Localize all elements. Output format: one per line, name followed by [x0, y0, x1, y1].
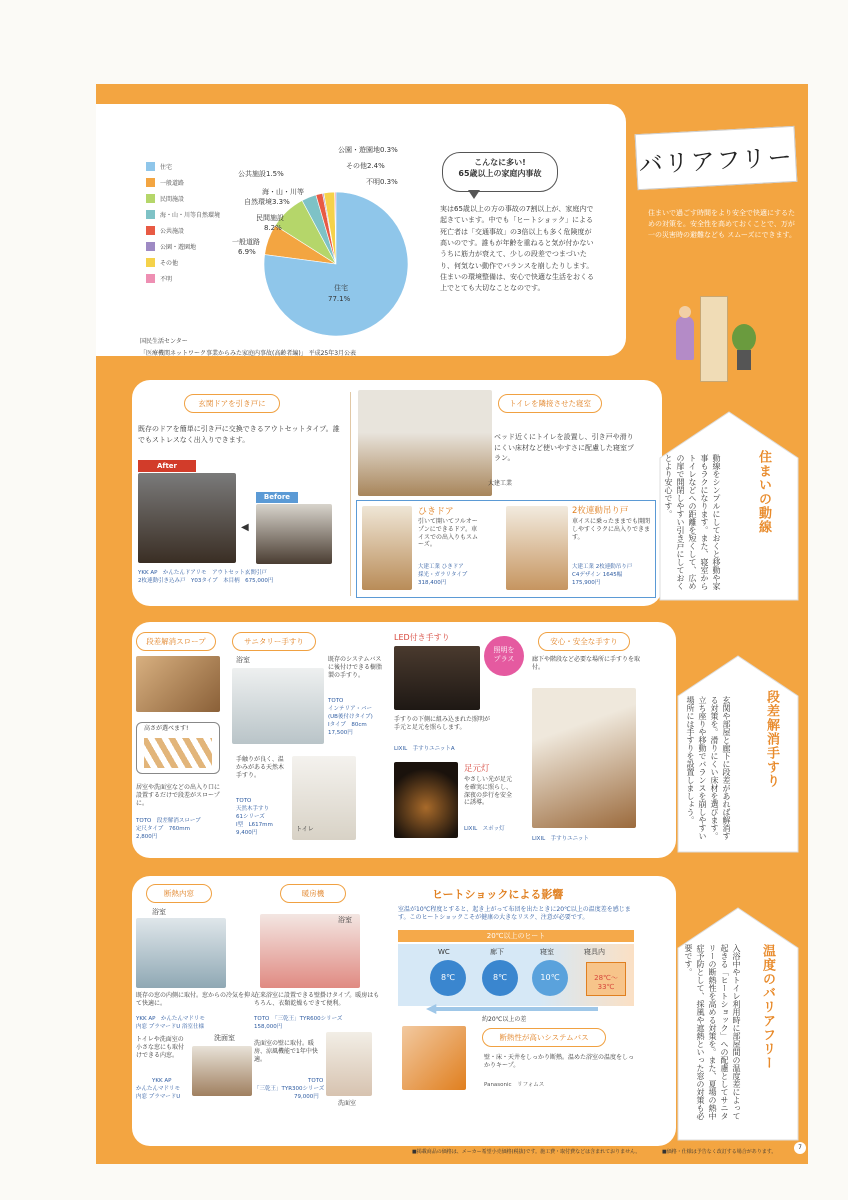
page-sheet [96, 84, 808, 1164]
led-badge-1: 照明を [493, 646, 515, 654]
dousen-text: 動線をシンプルにしておくと移動や家事もラクになります。また、寝室からトイレなどへの距離を短くして、広めの扉で開閉しやすい引き戸にしておくとより安心です。 [664, 454, 721, 590]
temperature-title: 温度のバリアフリー [760, 944, 775, 1070]
bath-cap-1: TOTO [328, 698, 344, 704]
legend-swatch [146, 210, 155, 219]
slope-cap-1: TOTO 段差解消スロープ [136, 818, 201, 824]
section-step [132, 622, 676, 858]
label-road-1: 一般道路 [232, 238, 260, 246]
legend-label: 一般道路 [160, 179, 185, 187]
pill-slope: 段差解消スロープ [136, 632, 216, 651]
bath-label: 浴室 [236, 656, 250, 664]
foot-photo [394, 762, 458, 838]
legend-item [146, 206, 220, 222]
wood-cap-2: 天然木手すり [236, 806, 270, 812]
twin-cap-3: 175,900円 [572, 580, 601, 586]
label-private-2: 8.2% [264, 224, 282, 232]
slope-cap-3: 2,800円 [136, 834, 158, 840]
person-illustration [676, 316, 694, 360]
pill-sysbath: 断熱性が高いシステムバス [482, 1028, 606, 1047]
legend-swatch [146, 194, 155, 203]
door-caption-1: YKK AP かんたんドアリモ アウトセット玄関引戸 [138, 570, 267, 576]
legend-item [146, 222, 220, 238]
window-photo [136, 918, 226, 988]
hiki-cap-2: 採光・ガラリタイプ [418, 572, 468, 578]
legend-swatch [146, 162, 155, 171]
legend-item [146, 190, 220, 206]
bath-text: 既存のシステムバスに後付けできる樹脂製の手すり。 [328, 656, 383, 679]
heater-text: 在来浴室に設置できる壁掛けタイプ。暖房はもちろん、衣類乾燥もできて便利。 [254, 992, 380, 1007]
hiki-cap-3: 318,400円 [418, 580, 447, 586]
heater2-cap-3: 79,000円 [294, 1094, 319, 1100]
before-badge: Before [256, 492, 298, 503]
room-bed: 寝室 [540, 948, 554, 956]
slope-text: 居室や洗面室などの出入り口に設置するだけで段差がスロープに。 [136, 784, 221, 807]
label-other: その他2.4% [346, 162, 385, 170]
heat-shock-title: ヒートショックによる影響 [432, 888, 564, 901]
wash-cap-2: かんたんマドリモ [136, 1086, 181, 1092]
pill-safe: 安心・安全な手すり [538, 632, 630, 651]
label-park: 公園・遊園地0.3% [338, 146, 398, 154]
chart-legend [146, 158, 220, 286]
door-text: 既存のドアを簡単に引き戸に交換できるアウトセットタイプ。誰でもストレスなく出入りできます。 [138, 425, 340, 444]
speech-bubble [442, 152, 558, 192]
hiki-text: 引いて開いてフルオープンにできるドア。車イスでの出入りもスムーズ。 [418, 518, 478, 549]
bedroom-photo [358, 390, 492, 496]
sysbath-cap: Panasonic リフォムス [484, 1082, 545, 1088]
legend-label: 不明 [160, 275, 173, 283]
temp-wc: 8℃ [430, 960, 466, 996]
plant-illustration [732, 324, 756, 352]
person-head [679, 306, 691, 318]
label-home-2: 77.1% [328, 295, 351, 303]
heater2-cap-1: TOTO [308, 1078, 324, 1084]
step-title: 段差解消手すり [764, 690, 779, 788]
wash-text: トイレや洗面室の小さな窓にも取付けできる内窓。 [136, 1036, 185, 1059]
bubble-line-1: こんなに多い! [474, 158, 526, 167]
label-private-1: 民間施設 [256, 214, 284, 222]
slope-samples [144, 738, 212, 768]
led-cap: LIXIL 手すりユニットA [394, 746, 455, 752]
bath-cap-3: (UB後付けタイプ) [328, 714, 373, 720]
led-title: LED付き手すり [394, 633, 450, 642]
arrow-left-icon: ◀ [241, 522, 249, 533]
step-text: 玄関や部屋と廊下に段差があれば解消する対策を。滑りにくい床材を選びます。立ち座りや移動でバランスを崩しやすい場所には手すりを設置しましょう。 [686, 696, 731, 840]
legend-label: 公共施設 [160, 227, 185, 235]
wash-cap-3: 内窓 プラマードU [136, 1094, 181, 1100]
barrier-title-box [635, 126, 798, 190]
window-cap-1: YKK AP かんたんマドリモ [136, 1016, 205, 1022]
heater-cap-2: 158,000円 [254, 1024, 283, 1030]
foot-cap: LIXIL スポッ灯 [464, 826, 505, 832]
heater-cap-1: TOTO 「三乾王」TYR600シリーズ [254, 1016, 343, 1022]
legend-swatch [146, 178, 155, 187]
label-home-1: 住宅 [334, 284, 348, 292]
wood-cap-3: 61シリーズ [236, 814, 265, 820]
hiki-photo [362, 506, 412, 590]
led-text: 手すりの下側に組み込まれた照明が手元と足元を照らします。 [394, 716, 491, 731]
wash-photo [192, 1046, 252, 1096]
label-nature-1: 海・山・川等 [262, 188, 304, 196]
dousen-title: 住まいの動線 [756, 450, 771, 534]
legend-swatch [146, 242, 155, 251]
wash-label: 洗面室 [214, 1034, 235, 1042]
source-line-1: 国民生活センター [140, 338, 188, 345]
temp-hall: 8℃ [482, 960, 518, 996]
legend-swatch [146, 226, 155, 235]
legend-label: 公園・遊園地 [160, 243, 197, 251]
legend-item [146, 158, 220, 174]
wood-cap-4: Ⅰ型 L617mm [236, 822, 273, 828]
heat-shock-text: 室温が10℃程度とすると、起き上がって布団を出たときに20℃以上の温度差を感じます。このヒートショックこそが健康の大きなリスク、注意が必要です。 [398, 906, 631, 921]
pill-window: 断熱内窓 [146, 884, 212, 903]
legend-label: 民間施設 [160, 195, 185, 203]
hiki-title: ひきドア [418, 507, 454, 517]
intro-text: 実は65歳以上の方の事故の7割以上が、家庭内で起きています。中でも「ヒートショック」による死亡者は「交通事故」の3倍以上も多く危険度が高いのです。誰もが年齢を重ねると気が付かないうちに筋力が衰えて、少しの段差でつまづいたり、何気ない動作でバランスを崩したりします。住まいの環境整備は、安心で快適な生活をおくる上でとても大切なことなのです。 [440, 205, 594, 293]
plant-pot [737, 350, 751, 370]
room-bedding: 寝具内 [584, 948, 605, 956]
label-public: 公共施設1.5% [238, 170, 284, 178]
wood-cap-5: 9,400円 [236, 830, 258, 836]
heater2-cap-2: 「三乾王」TYR300シリーズ [254, 1086, 325, 1092]
legend-label: 住宅 [160, 163, 173, 171]
legend-item [146, 254, 220, 270]
divider [350, 392, 351, 596]
wood-text: 手触りが良く、温かみがある天然木手すり。 [236, 756, 285, 779]
after-badge: After [138, 460, 196, 472]
legend-label: 海・山・川等自然環境 [160, 211, 221, 219]
safe-cap: LIXIL 手すりユニット [532, 836, 589, 842]
bubble-line-2: 65歳以上の家庭内事故 [458, 168, 542, 178]
hiki-cap-1: 大建工業 ひきドア [418, 564, 464, 570]
led-badge [484, 636, 524, 676]
bath-cap-4: Ⅰタイプ 80cm [328, 722, 367, 728]
heater-photo [260, 914, 360, 988]
after-photo [138, 473, 236, 563]
safe-text: 廊下や階段など必要な場所に手すりを取付。 [532, 656, 641, 671]
bath-cap-2: インテリア・バー [328, 706, 373, 712]
window-cap-2: 内窓 プラマードU 浴室仕様 [136, 1024, 205, 1030]
heater2-text: 洗面室の壁に取付。暖房、涼風機能で1年中快適。 [254, 1040, 318, 1063]
pill-sanitary: サニタリー手すり [232, 632, 316, 651]
room-wc: WC [438, 948, 450, 956]
wash-cap-1: YKK AP [152, 1078, 172, 1084]
twin-cap-2: C4デザイン 1645幅 [572, 572, 623, 578]
temp-bedding: 28℃〜33℃ [586, 962, 626, 996]
heater-bath-label: 浴室 [338, 916, 352, 924]
label-road-2: 6.9% [238, 248, 256, 256]
led-badge-2: プラス [493, 655, 515, 664]
legend-item [146, 270, 220, 286]
pill-door: 玄関ドアを引き戸に [184, 394, 280, 413]
toilet-label: トイレ [296, 826, 314, 833]
toilet-text: ベッド近くにトイレを設置し、引き戸や滑りにくい床材など使いやすさに配慮した寝室プラン。 [494, 433, 634, 462]
twin-cap-1: 大建工業 2枚連動吊り戸 [572, 564, 633, 570]
sysbath-text: 壁・床・天井をしっかり断熱。温めた浴室の温度をしっかりキープ。 [484, 1054, 635, 1069]
door-illustration [700, 296, 728, 382]
window-bath-label: 浴室 [152, 908, 166, 916]
stairs-photo [532, 688, 636, 828]
bath-photo [232, 668, 324, 744]
section-dousen [132, 380, 662, 606]
height-label: 高さが選べます! [144, 725, 189, 732]
heater2-label: 洗面室 [338, 1100, 357, 1107]
bath-cap-5: 17,500円 [328, 730, 353, 736]
wood-cap-1: TOTO [236, 798, 252, 804]
pill-toilet: トイレを隣接させた寝室 [498, 394, 602, 413]
diff-label: 約20℃以上の差 [482, 1016, 527, 1023]
temperature-text: 入浴中やトイレ利用時に部屋間の温度差によって起きる「ヒートショック」への配慮としてサニタリーの断熱性を高める対策を。また、夏場の熱中症予防として、採風や遮熱といった窓の対策も必要です。 [684, 944, 741, 1120]
barrier-text: 住まいで過ごす時間をより安全で快適にするための対策を。安全性を高めておくことで、万が一の災害時の避難なども スムーズにできます。 [648, 209, 796, 239]
twin-text: 車イスに乗ったままでも開閉しやすくラクに出入りできます。 [572, 518, 651, 541]
legend-swatch [146, 274, 155, 283]
legend-item [146, 174, 220, 190]
foot-text: やさしい光が足元を確実に照らし、深夜の歩行を安全に誘導。 [464, 776, 513, 807]
bubble-tail [468, 190, 480, 199]
source-line-2: 「医療機関ネットワーク事業からみた家庭内事故(高齢者編)」 平成25年3月公表 [140, 350, 357, 357]
daiken-cap: 大建工業 [488, 480, 513, 487]
footer-note-1: ■掲載商品の価格は、メーカー希望小売価格(税抜)です。施工費・取付費などは含まれておりません。 [412, 1149, 641, 1155]
legend-swatch [146, 258, 155, 267]
slope-cap-2: 定尺タイプ 760mm [136, 826, 190, 832]
foot-title: 足元灯 [464, 764, 490, 774]
window-text: 既存の窓の内側に取付。窓からの冷気を抑えて快適に。 [136, 992, 257, 1007]
page-number: 7 [794, 1142, 806, 1154]
twin-title: 2枚連動吊り戸 [572, 506, 629, 516]
barrier-title: バリアフリー [637, 142, 795, 180]
heat-band: 20℃以上のヒート [398, 930, 634, 942]
legend-label: その他 [160, 259, 179, 267]
before-photo [256, 504, 332, 564]
room-hall: 廊下 [490, 948, 504, 956]
top-panel [96, 104, 626, 356]
label-nature-2: 自然環境3.3% [244, 198, 290, 206]
sysbath-illustration [402, 1026, 466, 1090]
pie-chart [246, 189, 426, 339]
section-temperature [132, 876, 676, 1146]
slope-photo [136, 656, 220, 712]
pill-heater: 暖房機 [280, 884, 346, 903]
heater2-photo [326, 1032, 372, 1096]
footer-note-2: ■価格・仕様は予告なく改訂する場合があります。 [662, 1149, 777, 1155]
led-photo [394, 646, 480, 710]
label-unknown: 不明0.3% [366, 178, 398, 186]
legend-item [146, 238, 220, 254]
twin-photo [506, 506, 568, 590]
door-caption-2: 2枚連動引き込み戸 Y03タイプ 本目柄 675,000円 [138, 578, 274, 584]
temp-bed: 10℃ [532, 960, 568, 996]
